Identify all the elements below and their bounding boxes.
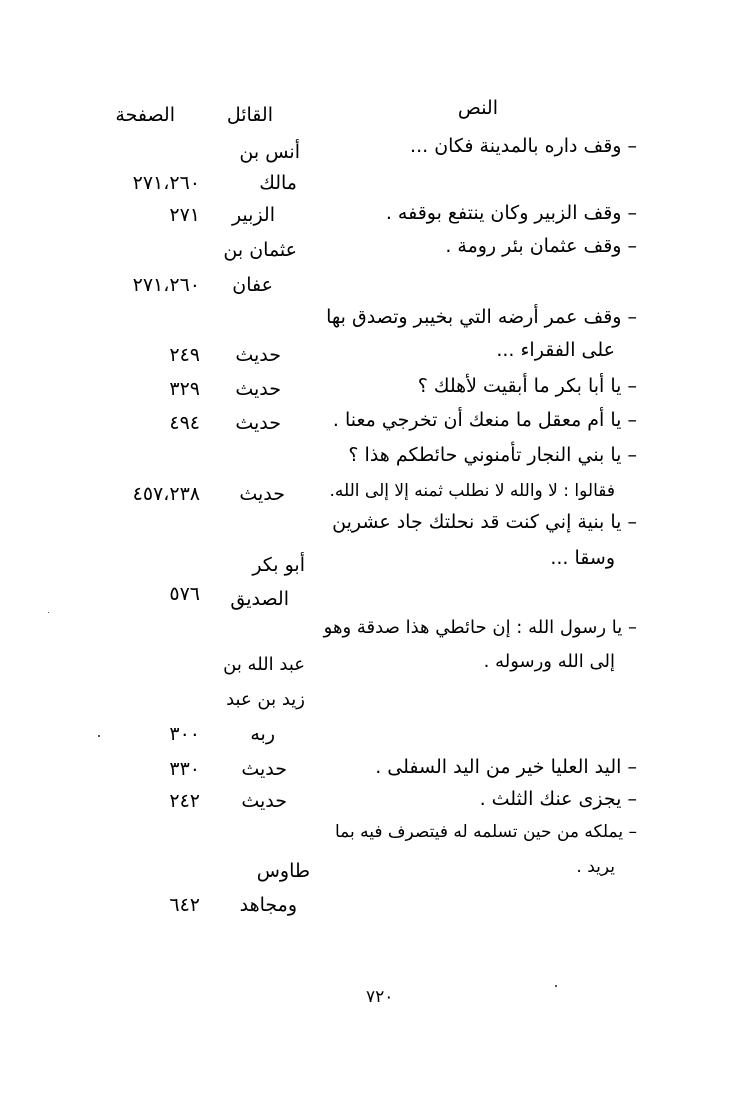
speaker: حديث	[239, 483, 285, 505]
text-line: – يا أم معقل ما منعك أن تخرجي معنا .	[332, 409, 637, 431]
page-ref: ٢٧١،٢٦٠	[132, 172, 200, 194]
text-line: – يا أبا بكر ما أبقيت لأهلك ؟	[417, 375, 637, 397]
header-text: النص	[457, 97, 498, 119]
page-ref: ٢٤٢	[169, 790, 200, 812]
page-ref: ٢٧١،٢٦٠	[132, 274, 200, 296]
text-line: فقالوا : لا والله لا نطلب ثمنه إلا إلى الله.	[329, 481, 615, 501]
header-speaker: القائل	[226, 104, 273, 126]
speaker: زيد بن عبد	[226, 689, 305, 710]
text-line: – يجزى عنك الثلث .	[479, 788, 637, 810]
page-ref: ٢٧١	[169, 204, 200, 226]
speaker: مالك	[259, 172, 297, 194]
page-number: ٧٢٠	[366, 987, 394, 1007]
header-page: الصفحة	[115, 104, 175, 126]
text-line: – يا بنية إني كنت قد نحلتك جاد عشرين	[332, 511, 637, 533]
scan-speck	[555, 985, 557, 987]
text-line: – وقف داره بالمدينة فكان ...	[410, 135, 637, 157]
text-line: – وقف عثمان بئر رومة .	[445, 235, 637, 257]
text-line: إلى الله ورسوله .	[483, 651, 615, 672]
speaker: حديث	[241, 758, 287, 780]
speaker: حديث	[241, 790, 287, 812]
speaker: عفان	[232, 274, 273, 296]
speaker: الصديق	[230, 588, 289, 610]
page-ref: ٤٥٧،٢٣٨	[132, 483, 200, 505]
speaker: عبد الله بن	[223, 654, 305, 675]
page-ref: ٢٤٩	[169, 344, 200, 366]
text-line: وسقا ...	[550, 547, 615, 569]
speaker: أبو بكر	[252, 554, 305, 576]
speaker: عثمان بن	[223, 239, 297, 261]
text-line: – يملكه من حين تسلمه له فيتصرف فيه بما	[334, 822, 637, 842]
text-line: على الفقراء ...	[496, 339, 615, 361]
speaker: أنس بن	[239, 141, 300, 163]
text-line: – يا بني النجار تأمنوني حائطكم هذا ؟	[348, 444, 637, 466]
text-line: يريد .	[576, 857, 615, 877]
speaker: حديث	[235, 378, 281, 400]
page-ref: ٣٢٩	[169, 378, 200, 400]
speaker: حديث	[235, 412, 281, 434]
text-line: – وقف عمر أرضه التي بخيبر وتصدق بها	[326, 306, 637, 328]
page-ref: ٤٩٤	[169, 412, 200, 434]
speaker: طاوس	[256, 860, 310, 882]
speaker: ومجاهد	[239, 894, 297, 916]
speaker: ربه	[250, 723, 275, 745]
page-ref: ٥٧٦	[169, 583, 200, 605]
page-ref: ٣٣٠	[169, 758, 200, 780]
speaker: الزبير	[231, 204, 275, 226]
page-ref: ٣٠٠	[169, 723, 200, 745]
text-line: – اليد العليا خير من اليد السفلى .	[375, 756, 637, 778]
scan-speck	[98, 735, 100, 737]
scan-speck	[48, 612, 49, 613]
speaker: حديث	[235, 344, 281, 366]
page-ref: ٦٤٢	[169, 894, 200, 916]
text-line: – وقف الزبير وكان ينتفع بوقفه .	[385, 202, 637, 224]
text-line: – يا رسول الله : إن حائطي هذا صدقة وهو	[323, 617, 637, 638]
